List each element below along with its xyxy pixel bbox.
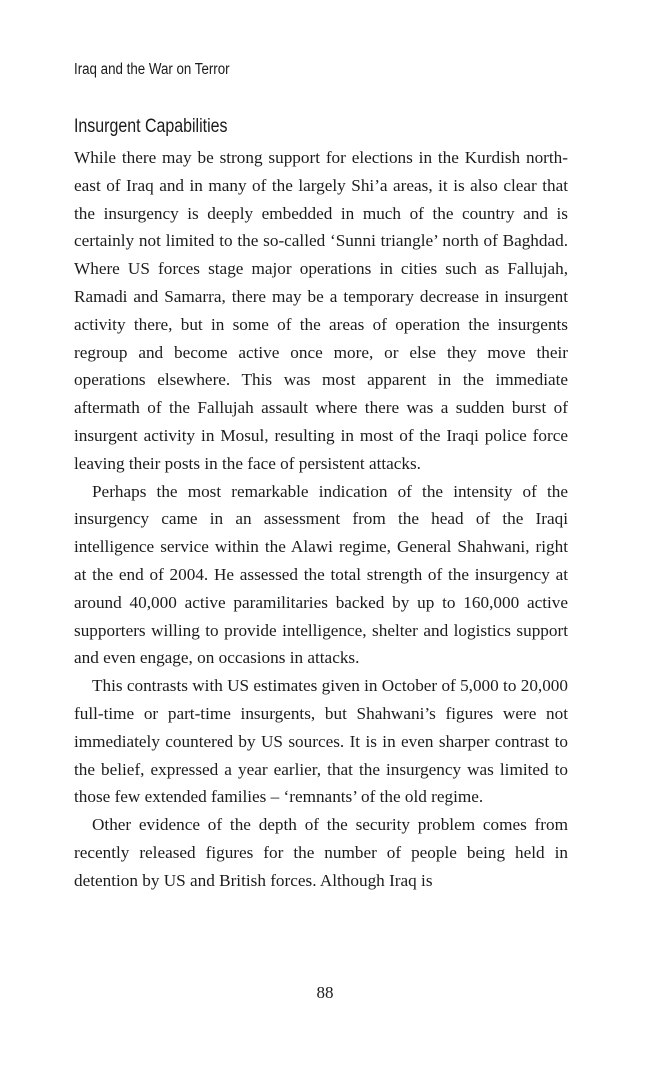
paragraph-4: Other evidence of the depth of the security problem comes from recently released figures for the number of people being held in detention by US and British forces. Although Iraq is <box>74 815 568 890</box>
paragraph-1: While there may be strong support for elections in the Kurdish north-east of Iraq and in many of the largely Shi’a areas, it is also clear that the insurgency is deeply embedded in much of the country and is certainly not limited to the so-called ‘Sunni triangle’ north of Baghdad. Where US forces stage major operations in cities such as Fallujah, Ramadi and Samarra, there may be a temporary decrease in insurgent activity there, but in some of the areas of operation the insurgents regroup and become active once more, or else they move their operations elsewhere. This was most apparent in the immediate aftermath of the Fallujah assault where there was a sudden burst of insurgent activity in Mosul, resulting in most of the Iraqi police force leaving their posts in the face of persistent attacks. <box>74 148 568 473</box>
body-text <box>74 144 568 895</box>
section-heading: Insurgent Capabilities <box>74 116 228 137</box>
page-number: 88 <box>316 983 334 1002</box>
paragraph-2: Perhaps the most remarkable indication of the intensity of the insurgency came in an assessment from the head of the Iraqi intelligence service within the Alawi regime, General Shahwani, right at the end of 2004. He assessed the total strength of the insurgency at around 40,000 active paramilitaries backed by up to 160,000 active supporters willing to provide intelligence, shelter and logistics support and even engage, on occasions in attacks. <box>74 481 568 668</box>
running-head: Iraq and the War on Terror <box>74 61 230 78</box>
paragraph-3: This contrasts with US estimates given in October of 5,000 to 20,000 full-time or part-time insurgents, but Shahwani’s figures were not immediately countered by US sources. It is in even sharper contrast to the belief, expressed a year earlier, that the insurgency was limited to those few extended families – ‘remnants’ of the old regime. <box>74 676 568 807</box>
